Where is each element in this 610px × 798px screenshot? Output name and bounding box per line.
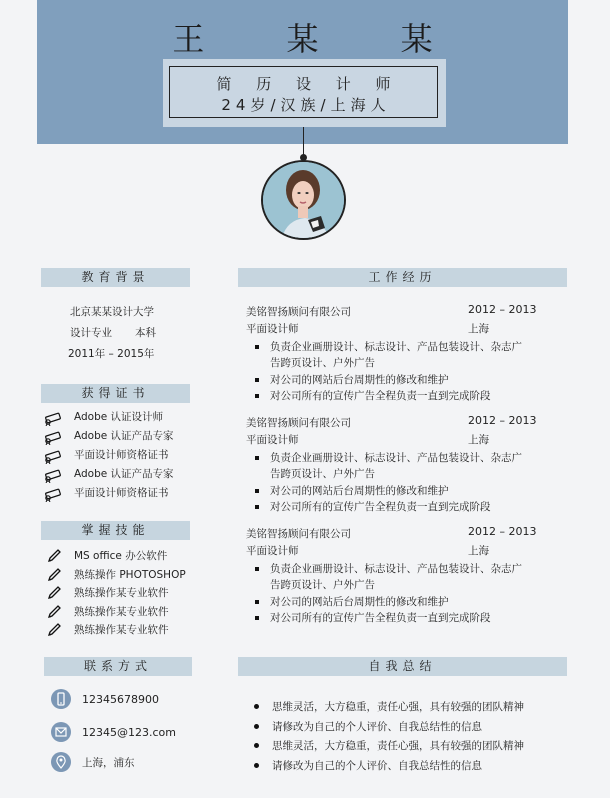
- pencil-icon: [46, 622, 62, 642]
- duty-bullet: [255, 456, 259, 460]
- location-icon: [51, 752, 71, 772]
- summary-bullet: [254, 724, 259, 729]
- duty-bullet: [255, 616, 259, 620]
- job-duty: 对公司所有的宣传广告全程负责一直到完成阶段: [270, 612, 491, 624]
- job-duty: 负责企业画册设计、标志设计、产品包装设计、杂志广: [270, 563, 522, 575]
- header-band: [37, 0, 568, 144]
- job-city: 上海: [468, 545, 489, 557]
- certificate-item: Adobe 认证产品专家: [74, 430, 174, 442]
- phone-icon: [51, 689, 71, 709]
- duty-bullet: [255, 600, 259, 604]
- skill-item: 熟练操作某专业软件: [74, 587, 169, 599]
- avatar: [261, 160, 346, 240]
- summary-bullet: [254, 743, 259, 748]
- section-heading-education: 教育背景: [41, 268, 190, 287]
- connector-line: [303, 127, 304, 157]
- job-duty: 对公司的网站后台周期性的修改和维护: [270, 374, 449, 386]
- title-box-frame: [169, 66, 438, 118]
- job-duty: 告跨页设计、户外广告: [270, 579, 375, 591]
- pencil-icon: [46, 604, 62, 624]
- contact-email: 12345@123.com: [82, 726, 176, 739]
- certificate-item: 平面设计师资格证书: [74, 449, 169, 461]
- job-duty: 负责企业画册设计、标志设计、产品包装设计、杂志广: [270, 341, 522, 353]
- certificate-icon: [42, 468, 64, 487]
- certificate-icon: [42, 449, 64, 468]
- certificate-item: Adobe 认证设计师: [74, 411, 164, 423]
- duty-bullet: [255, 378, 259, 382]
- job-duty: 负责企业画册设计、标志设计、产品包装设计、杂志广: [270, 452, 522, 464]
- job-duty: 告跨页设计、户外广告: [270, 357, 375, 369]
- skill-item: 熟练操作某专业软件: [74, 605, 169, 618]
- summary-bullet: [254, 763, 259, 768]
- skill-item: MS office 办公软件: [74, 550, 168, 562]
- job-role: 平面设计师: [246, 434, 299, 446]
- personal-info: 24岁/汉族/上海人: [221, 96, 391, 114]
- job-company: 美铭智扬顾问有限公司: [246, 417, 351, 429]
- skill-item: 熟练操作 PHOTOSHOP: [74, 568, 186, 581]
- job-years: 2012 – 2013: [468, 414, 537, 427]
- summary-item: 请修改为自己的个人评价、自我总结性的信息: [272, 759, 482, 772]
- summary-item: 思维灵活，大方稳重，责任心强，具有较强的团队精神: [272, 740, 524, 752]
- pencil-icon: [46, 585, 62, 605]
- certificate-icon: [42, 487, 64, 506]
- education-major: 设计专业: [70, 327, 112, 339]
- job-duty: 对公司所有的宣传广告全程负责一直到完成阶段: [270, 501, 491, 513]
- education-period: 2011年 – 2015年: [68, 348, 155, 360]
- section-heading-summary: 自我总结: [238, 657, 567, 676]
- duty-bullet: [255, 394, 259, 398]
- certificate-item: 平面设计师资格证书: [74, 487, 169, 499]
- job-duty: 告跨页设计、户外广告: [270, 468, 375, 480]
- summary-bullet: [254, 704, 259, 709]
- section-heading-contact: 联系方式: [44, 657, 192, 676]
- pencil-icon: [46, 548, 62, 568]
- job-duty: 对公司的网站后台周期性的修改和维护: [270, 485, 449, 497]
- contact-address: 上海，浦东: [82, 757, 135, 769]
- job-duty: 对公司所有的宣传广告全程负责一直到完成阶段: [270, 390, 491, 402]
- section-heading-skills: 掌握技能: [41, 521, 190, 540]
- candidate-name: 王 某 某: [172, 20, 469, 58]
- certificate-icon: [42, 411, 64, 430]
- contact-phone: 12345678900: [82, 693, 159, 706]
- job-title: 简 历 设 计 师: [216, 75, 401, 93]
- title-box: [163, 59, 446, 127]
- duty-bullet: [255, 345, 259, 349]
- summary-item: 思维灵活，大方稳重，责任心强，具有较强的团队精神: [272, 701, 524, 713]
- job-years: 2012 – 2013: [468, 525, 537, 538]
- education-degree: 本科: [135, 327, 156, 339]
- job-city: 上海: [468, 323, 489, 335]
- education-school: 北京某某设计大学: [70, 306, 154, 318]
- duty-bullet: [255, 567, 259, 571]
- job-duty: 对公司的网站后台周期性的修改和维护: [270, 596, 449, 608]
- certificate-item: Adobe 认证产品专家: [74, 468, 174, 480]
- job-role: 平面设计师: [246, 323, 299, 335]
- job-role: 平面设计师: [246, 545, 299, 557]
- job-company: 美铭智扬顾问有限公司: [246, 528, 351, 540]
- skill-item: 熟练操作某专业软件: [74, 624, 169, 636]
- pencil-icon: [46, 567, 62, 587]
- section-heading-certificates: 获得证书: [41, 384, 190, 403]
- section-heading-experience: 工作经历: [238, 268, 567, 287]
- mail-icon: [51, 722, 71, 742]
- duty-bullet: [255, 489, 259, 493]
- job-city: 上海: [468, 434, 489, 446]
- job-company: 美铭智扬顾问有限公司: [246, 306, 351, 318]
- duty-bullet: [255, 505, 259, 509]
- summary-item: 请修改为自己的个人评价、自我总结性的信息: [272, 720, 482, 733]
- certificate-icon: [42, 430, 64, 449]
- job-years: 2012 – 2013: [468, 303, 537, 316]
